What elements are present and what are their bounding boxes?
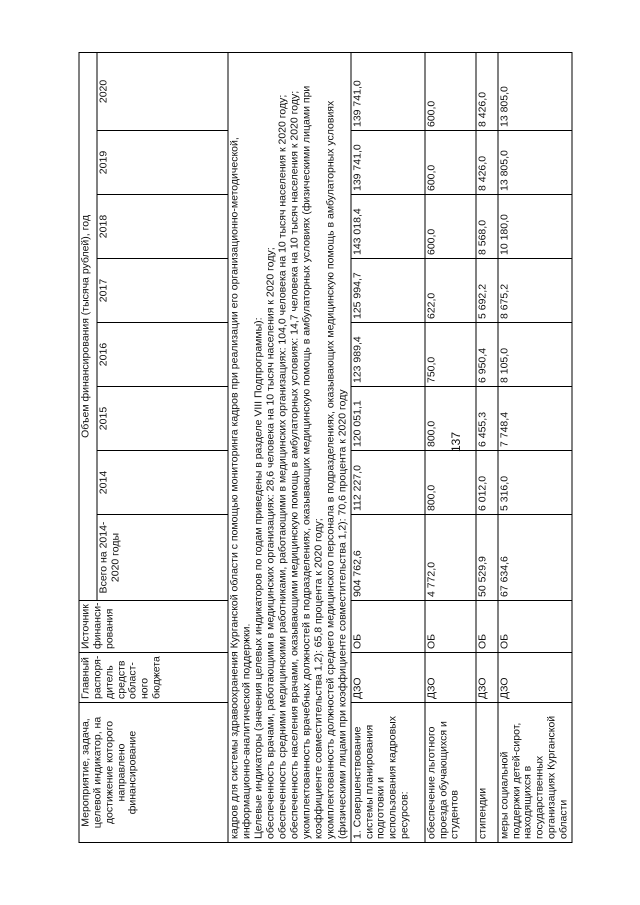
value-cell: 800,0 bbox=[425, 387, 476, 451]
total-cell: 67 634,6 bbox=[498, 515, 572, 601]
value-cell: 750,0 bbox=[425, 323, 476, 387]
manager-cell: ДЗО bbox=[476, 653, 498, 703]
table-row bbox=[476, 52, 498, 842]
total-cell: 50 529,9 bbox=[476, 515, 498, 601]
value-cell: 8 105,0 bbox=[498, 323, 572, 387]
value-cell: 800,0 bbox=[425, 451, 476, 515]
value-cell: 8 426,0 bbox=[476, 52, 498, 130]
header-year: 2018 bbox=[97, 195, 228, 259]
value-cell: 143 018,4 bbox=[351, 195, 425, 259]
value-cell: 139 741,0 bbox=[351, 131, 425, 195]
manager-cell: ДЗО bbox=[425, 653, 476, 703]
header-year: 2017 bbox=[97, 259, 228, 323]
info-line: обеспеченность врачами, работающими в медицинских организациях: 28,6 человека на 10 тысяч населения к 2020 году; bbox=[264, 247, 277, 839]
value-cell: 8 675,2 bbox=[498, 259, 572, 323]
value-cell: 5 692,2 bbox=[476, 259, 498, 323]
header-year: 2015 bbox=[97, 387, 228, 451]
header-total: Всего на 2014-2020 годы bbox=[97, 515, 228, 601]
value-cell: 13 805,0 bbox=[498, 131, 572, 195]
value-cell: 600,0 bbox=[425, 195, 476, 259]
financing-table bbox=[79, 52, 573, 843]
source-cell: ОБ bbox=[425, 601, 476, 653]
value-cell: 120 051,1 bbox=[351, 387, 425, 451]
measure-cell: обеспечение льготного проезда обучающихся и студентов bbox=[425, 703, 476, 843]
value-cell: 5 316,0 bbox=[498, 451, 572, 515]
value-cell: 8 568,0 bbox=[476, 195, 498, 259]
value-cell: 125 994,7 bbox=[351, 259, 425, 323]
table-row bbox=[351, 52, 425, 842]
manager-cell: ДЗО bbox=[498, 653, 572, 703]
rotated-table-container bbox=[79, 53, 570, 843]
header-year: 2019 bbox=[97, 131, 228, 195]
value-cell: 123 989,4 bbox=[351, 323, 425, 387]
value-cell: 7 748,4 bbox=[498, 387, 572, 451]
value-cell: 6 950,4 bbox=[476, 323, 498, 387]
info-line: укомплектованность врачебных должностей в подразделениях, оказывающих медицинскую помощь в амбулаторных условиях (физическими лицами при коэффициенте совместительства 1,2): 65,8 процента к 2020 году; bbox=[300, 85, 325, 839]
measure-cell: стипендии bbox=[476, 703, 498, 843]
total-cell: 904 762,6 bbox=[351, 515, 425, 601]
info-line: обеспеченность населения врачами, оказывающими медицинскую помощь в амбулаторных условиях: 14,7 человека на 10 тысяч населения к 2020 году; bbox=[288, 90, 301, 839]
info-line: кадров для системы здравоохранения Курганской области с помощью мониторинга кадров при реализации его организационно-методической, информационно-аналитической поддержки. bbox=[228, 137, 253, 839]
value-cell: 13 805,0 bbox=[498, 52, 572, 130]
measure-cell: меры социальной поддержки детей-сирот, находящихся в государственных организациях Курганской области bbox=[498, 703, 572, 843]
target-indicators-text bbox=[228, 52, 351, 842]
table-row bbox=[498, 52, 572, 842]
page-number: 137 bbox=[449, 431, 463, 453]
value-cell: 600,0 bbox=[425, 131, 476, 195]
header-year: 2014 bbox=[97, 451, 228, 515]
value-cell: 6 455,3 bbox=[476, 387, 498, 451]
value-cell: 8 426,0 bbox=[476, 131, 498, 195]
source-cell: ОБ bbox=[476, 601, 498, 653]
header-year: 2020 bbox=[97, 52, 228, 130]
header-manager: Главный распоря-дитель средств област-ного бюджета bbox=[79, 653, 228, 703]
manager-cell: ДЗО bbox=[351, 653, 425, 703]
value-cell: 139 741,0 bbox=[351, 52, 425, 130]
source-cell: ОБ bbox=[351, 601, 425, 653]
header-volume: Объем финансирования (тысяча рублей), год bbox=[79, 52, 97, 600]
value-cell: 600,0 bbox=[425, 52, 476, 130]
value-cell: 10 180,0 bbox=[498, 195, 572, 259]
header-source: Источник финанси-рования bbox=[79, 601, 228, 653]
measure-cell: 1. Совершенствование системы планирования подготовки и использования кадровых ресурсов: bbox=[351, 703, 425, 843]
header-year: 2016 bbox=[97, 323, 228, 387]
value-cell: 6 012,0 bbox=[476, 451, 498, 515]
info-line: Целевые индикаторы (значения целевых индикаторов по годам приведены в разделе VIII Подпрограммы): bbox=[252, 317, 265, 839]
source-cell: ОБ bbox=[498, 601, 572, 653]
info-line: обеспеченность средними медицинскими работниками, работающими в медицинских организациях: 104,0 человека на 10 тысяч населения к 2020 году; bbox=[276, 94, 289, 839]
value-cell: 112 227,0 bbox=[351, 451, 425, 515]
header-measure: Мероприятие, задача, целевой индикатор, на достижение которого направлено финансирование bbox=[79, 703, 228, 843]
value-cell: 622,0 bbox=[425, 259, 476, 323]
table-row bbox=[425, 52, 476, 842]
total-cell: 4 772,0 bbox=[425, 515, 476, 601]
info-line: укомплектованность должностей среднего медицинского персонала в подразделениях, оказывающих медицинскую помощь в амбулаторных условиях (физическими лицами при коэффициенте совместительства 1,2): 70,6 процента к 2020 году bbox=[324, 100, 349, 839]
